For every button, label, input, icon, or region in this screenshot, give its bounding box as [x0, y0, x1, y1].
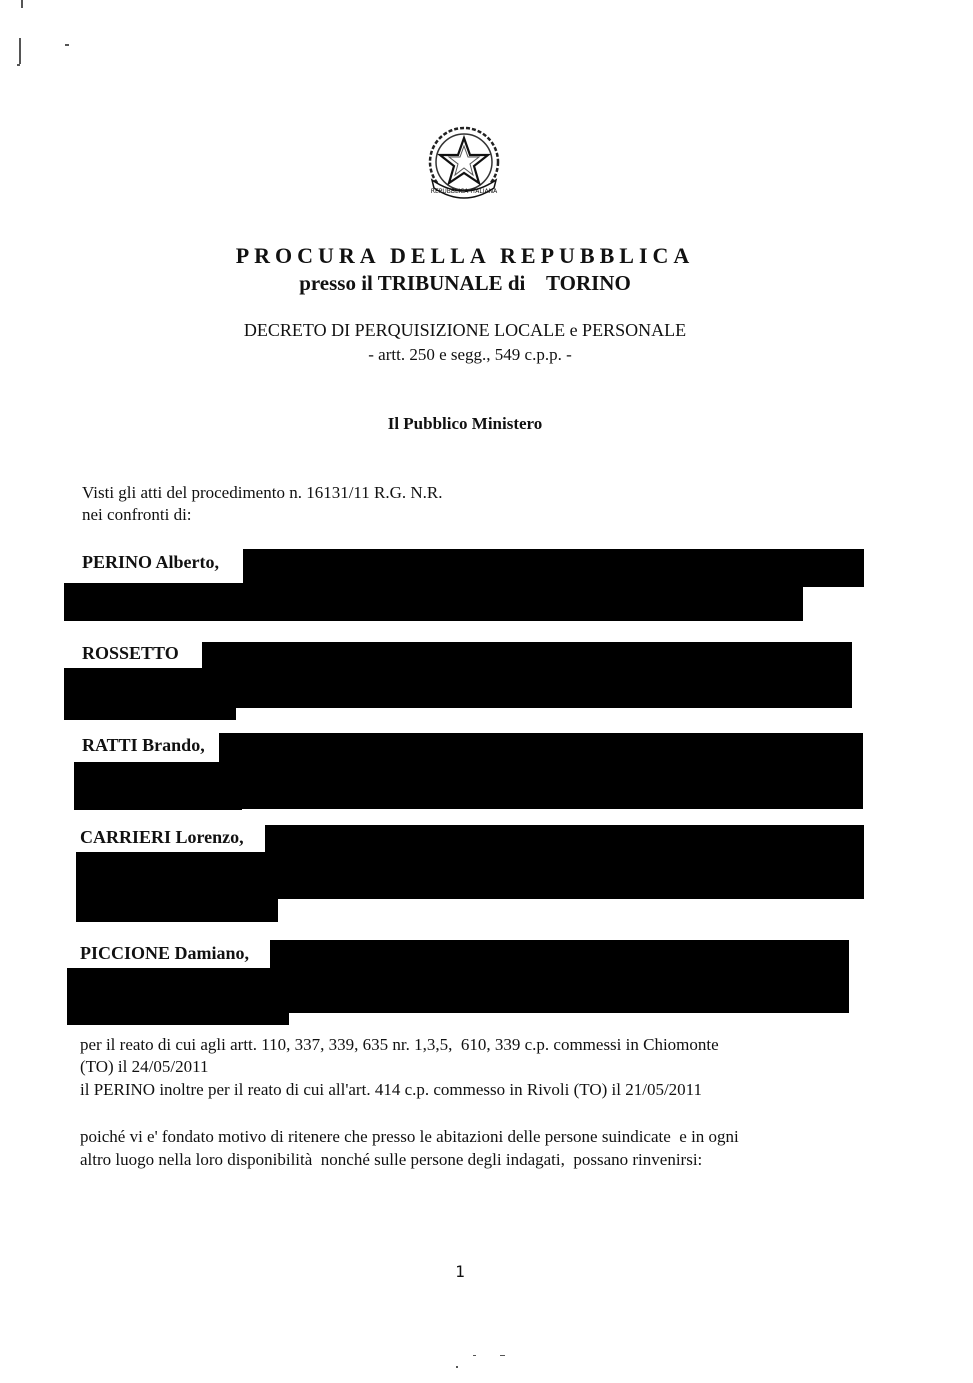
redaction-block — [64, 668, 236, 720]
scan-mark — [17, 64, 20, 66]
redaction-block — [76, 852, 278, 922]
issuer-heading: Il Pubblico Ministero — [387, 414, 543, 433]
redaction-block — [265, 825, 864, 899]
legal-basis: - artt. 250 e segg., 549 c.p.p. - — [368, 345, 572, 364]
scan-mark — [456, 1366, 458, 1368]
scan-mark — [19, 38, 21, 64]
scan-mark — [65, 44, 69, 46]
offence-line: (TO) il 24/05/2011 — [80, 1057, 209, 1076]
intro-line: Visti gli atti del procedimento n. 16131/11 R.G. N.R. — [82, 483, 443, 502]
motive-line: poiché vi e' fondato motivo di ritenere che presso le abitazioni delle persone suindicate e in ogni — [80, 1127, 739, 1146]
redaction-block — [270, 940, 849, 1013]
intro-line: nei confronti di: — [82, 505, 192, 524]
person-name: PICCIONE Damiano, — [80, 943, 250, 963]
redaction-block — [243, 549, 864, 587]
scan-mark — [473, 1355, 476, 1356]
person-name: RATTI Brando, — [82, 735, 205, 755]
person-name: CARRIERI Lorenzo, — [80, 827, 244, 847]
person-name: PERINO Alberto, — [82, 552, 219, 572]
redaction-block — [67, 968, 289, 1025]
motive-line: altro luogo nella loro disponibilità nonché sulle persone degli indagati, possano rinvenirsi: — [80, 1150, 703, 1169]
redaction-block — [202, 642, 852, 708]
scan-mark — [500, 1355, 505, 1356]
person-name: ROSSETTO — [82, 643, 179, 663]
decree-title: DECRETO DI PERQUISIZIONE LOCALE e PERSONALE — [243, 320, 687, 340]
italian-republic-emblem-icon — [422, 122, 506, 206]
redaction-block — [219, 733, 863, 809]
office-title: PROCURA DELLA REPUBBLICA — [235, 243, 695, 268]
offence-line: il PERINO inoltre per il reato di cui all'art. 414 c.p. commesso in Rivoli (TO) il 21/05/2011 — [80, 1080, 703, 1099]
court-title: presso il TRIBUNALE di TORINO — [299, 271, 631, 295]
redaction-block — [64, 583, 803, 621]
redaction-block — [74, 762, 242, 810]
emblem-ribbon-text: REPUBBLICA ITALIANA — [430, 188, 498, 195]
scan-mark — [21, 0, 23, 8]
page-number: 1 — [455, 1262, 465, 1281]
offence-line: per il reato di cui agli artt. 110, 337, 339, 635 nr. 1,3,5, 610, 339 c.p. commessi in Chiomonte — [80, 1035, 719, 1054]
